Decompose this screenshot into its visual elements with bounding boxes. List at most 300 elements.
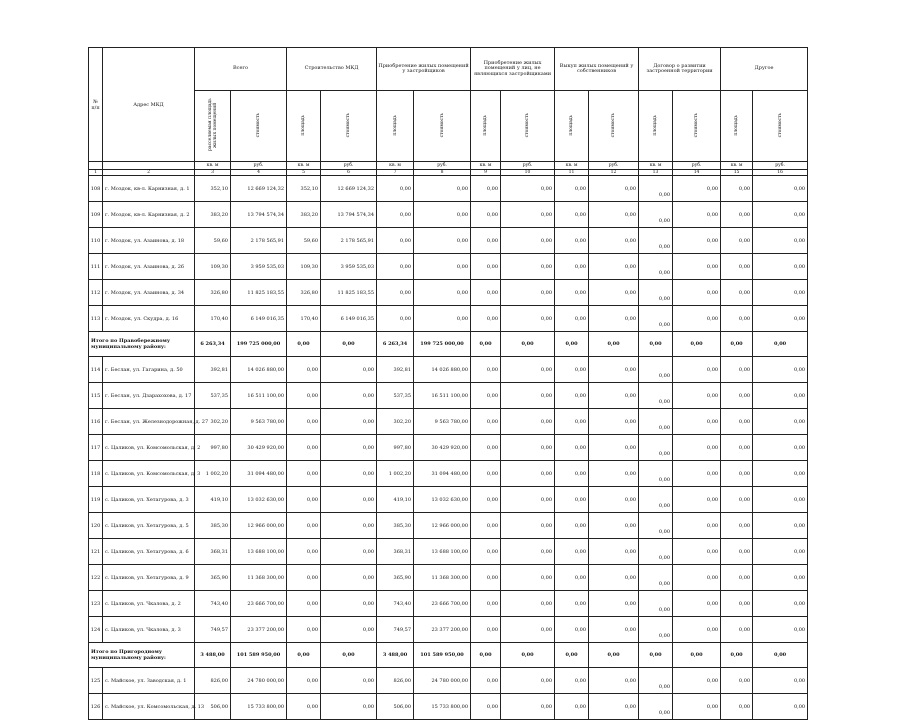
row-number: 119: [89, 487, 103, 513]
cell-value: 826,00: [377, 668, 414, 694]
cell-value: 0,00: [555, 280, 589, 306]
cell-value: 0,00: [501, 176, 555, 202]
cell-value: 0,00: [589, 617, 639, 643]
cell-value: 0,00: [287, 643, 321, 668]
cell-value: 6 263,34: [377, 332, 414, 357]
cell-value: 199 725 000,00: [231, 332, 287, 357]
cell-value: 0,00: [501, 254, 555, 280]
cell-value: 0,00: [555, 357, 589, 383]
cell-value: 0,00: [287, 694, 321, 720]
cell-value: 0,00: [639, 668, 673, 694]
row-address: с. Цаликов, ул. Комсомольская, д. 2: [103, 435, 195, 461]
cell-value: 0,00: [287, 332, 321, 357]
cell-value: 0,00: [589, 228, 639, 254]
cell-value: 0,00: [501, 513, 555, 539]
column-number: 8: [414, 170, 471, 176]
cell-value: 0,00: [673, 565, 721, 591]
row-number: 123: [89, 591, 103, 617]
cell-value: 0,00: [555, 591, 589, 617]
cell-value: 0,00: [639, 357, 673, 383]
cell-value: 0,00: [753, 332, 808, 357]
row-address: с. Цаликов, ул. Чкалова, д. 3: [103, 617, 195, 643]
cell-value: 365,90: [377, 565, 414, 591]
cell-value: 0,00: [589, 591, 639, 617]
cell-value: 3 959 535,03: [321, 254, 377, 280]
row-address: г. Беслан, ул. Гагарина, д. 50: [103, 357, 195, 383]
cell-value: 385,30: [377, 513, 414, 539]
cell-value: 0,00: [639, 332, 673, 357]
cell-value: 23 377 200,00: [414, 617, 471, 643]
cell-value: 2 178 565,91: [321, 228, 377, 254]
cell-value: 0,00: [673, 591, 721, 617]
cell-value: 0,00: [287, 435, 321, 461]
cell-value: 0,00: [287, 383, 321, 409]
row-address: с. Цаликов, ул. Хетагурова, д. 6: [103, 539, 195, 565]
cell-value: 0,00: [589, 306, 639, 332]
cell-value: 0,00: [639, 228, 673, 254]
subheader-area: площадь: [471, 91, 501, 162]
cell-value: 0,00: [321, 617, 377, 643]
cell-value: 0,00: [753, 617, 808, 643]
row-number: 125: [89, 668, 103, 694]
cell-value: 0,00: [471, 591, 501, 617]
cell-value: 392,81: [195, 357, 231, 383]
cell-value: 170,40: [195, 306, 231, 332]
cell-value: 0,00: [721, 306, 753, 332]
cell-value: 0,00: [471, 357, 501, 383]
cell-value: 0,00: [471, 383, 501, 409]
table-row: [89, 617, 808, 643]
cell-value: 30 429 920,00: [231, 435, 287, 461]
cell-value: 0,00: [501, 668, 555, 694]
column-number: 2: [103, 170, 195, 176]
table-row: [89, 228, 808, 254]
cell-value: 0,00: [321, 409, 377, 435]
cell-value: 2 178 565,91: [231, 228, 287, 254]
cell-value: 23 666 700,00: [414, 591, 471, 617]
row-address: с. Цаликов, ул. Хетагурова, д. 3: [103, 487, 195, 513]
header-num: № п/п: [89, 48, 103, 162]
unit-cost: руб.: [321, 162, 377, 170]
cell-value: 1 002,20: [195, 461, 231, 487]
cell-value: 0,00: [753, 591, 808, 617]
cell-value: 0,00: [639, 565, 673, 591]
cell-value: 0,00: [589, 383, 639, 409]
cell-value: 0,00: [753, 668, 808, 694]
cell-value: 0,00: [471, 643, 501, 668]
cell-value: 326,80: [195, 280, 231, 306]
cell-value: 0,00: [471, 487, 501, 513]
column-number: 4: [231, 170, 287, 176]
row-number: 126: [89, 694, 103, 720]
cell-value: 0,00: [639, 694, 673, 720]
cell-value: 0,00: [471, 280, 501, 306]
row-address: с. Цаликов, ул. Хетагурова, д. 9: [103, 565, 195, 591]
total-row: [89, 643, 808, 668]
cell-value: 326,80: [287, 280, 321, 306]
cell-value: 13 794 574,34: [231, 202, 287, 228]
header-group-other: Другое: [721, 48, 808, 91]
cell-value: 0,00: [555, 539, 589, 565]
cell-value: 12 669 124,32: [321, 176, 377, 202]
cell-value: 0,00: [501, 539, 555, 565]
cell-value: 0,00: [639, 643, 673, 668]
cell-value: 0,00: [753, 254, 808, 280]
row-address: с. Цаликов, ул. Хетагурова, д. 5: [103, 513, 195, 539]
cell-value: 826,00: [195, 668, 231, 694]
cell-value: 0,00: [673, 617, 721, 643]
cell-value: 12 966 000,00: [231, 513, 287, 539]
unit-area: кв. м: [195, 162, 231, 170]
cell-value: 0,00: [589, 694, 639, 720]
cell-value: 0,00: [555, 461, 589, 487]
cell-value: 199 725 000,00: [414, 332, 471, 357]
cell-value: 0,00: [589, 176, 639, 202]
cell-value: 0,00: [589, 513, 639, 539]
units-row: [89, 162, 808, 170]
cell-value: 0,00: [287, 461, 321, 487]
cell-value: 0,00: [673, 332, 721, 357]
column-number: 3: [195, 170, 231, 176]
table-row: [89, 435, 808, 461]
table-row: [89, 409, 808, 435]
cell-value: 15 733 800,00: [414, 694, 471, 720]
cell-value: 15 733 800,00: [231, 694, 287, 720]
cell-value: 0,00: [471, 565, 501, 591]
header-group-construction: Строительство МКД: [287, 48, 377, 91]
row-number: 117: [89, 435, 103, 461]
column-number: 13: [639, 170, 673, 176]
cell-value: 0,00: [753, 487, 808, 513]
cell-value: 506,00: [377, 694, 414, 720]
column-number: 12: [589, 170, 639, 176]
table-row: [89, 254, 808, 280]
cell-value: 0,00: [321, 539, 377, 565]
cell-value: 0,00: [673, 357, 721, 383]
cell-value: 0,00: [639, 461, 673, 487]
cell-value: 0,00: [639, 202, 673, 228]
row-number: 114: [89, 357, 103, 383]
cell-value: 0,00: [377, 254, 414, 280]
cell-value: 0,00: [414, 254, 471, 280]
cell-value: 0,00: [721, 513, 753, 539]
subheader-cost: стоимость: [414, 91, 471, 162]
cell-value: 13 794 574,34: [321, 202, 377, 228]
cell-value: 11 368 300,00: [414, 565, 471, 591]
cell-value: 383,20: [195, 202, 231, 228]
cell-value: 0,00: [287, 591, 321, 617]
cell-value: 749,57: [377, 617, 414, 643]
cell-value: 0,00: [639, 306, 673, 332]
cell-value: 30 429 920,00: [414, 435, 471, 461]
cell-value: 0,00: [471, 668, 501, 694]
cell-value: 0,00: [555, 254, 589, 280]
row-address: с. Цаликов, ул. Комсомольская, д. 3: [103, 461, 195, 487]
cell-value: 0,00: [753, 176, 808, 202]
cell-value: 0,00: [501, 409, 555, 435]
cell-value: 0,00: [721, 357, 753, 383]
unit-area: кв. м: [287, 162, 321, 170]
row-number: 124: [89, 617, 103, 643]
cell-value: 0,00: [753, 228, 808, 254]
column-number: 7: [377, 170, 414, 176]
cell-value: 383,20: [287, 202, 321, 228]
column-number: 10: [501, 170, 555, 176]
cell-value: 0,00: [501, 383, 555, 409]
subheader-cost: стоимость: [501, 91, 555, 162]
cell-value: 0,00: [721, 280, 753, 306]
cell-value: 0,00: [753, 357, 808, 383]
subheader-cost: стоимость: [753, 91, 808, 162]
cell-value: 0,00: [501, 228, 555, 254]
cell-value: 0,00: [414, 280, 471, 306]
cell-value: 0,00: [287, 565, 321, 591]
cell-value: 1 002,20: [377, 461, 414, 487]
cell-value: 0,00: [471, 332, 501, 357]
subheader-cost: стоимость: [231, 91, 287, 162]
subheader-area: площадь: [377, 91, 414, 162]
cell-value: 0,00: [287, 617, 321, 643]
row-number: 110: [89, 228, 103, 254]
cell-value: 0,00: [639, 513, 673, 539]
cell-value: 0,00: [555, 487, 589, 513]
cell-value: 743,40: [195, 591, 231, 617]
cell-value: 0,00: [721, 228, 753, 254]
cell-value: 0,00: [721, 461, 753, 487]
cell-value: 0,00: [589, 332, 639, 357]
cell-value: 0,00: [753, 280, 808, 306]
cell-value: 0,00: [673, 383, 721, 409]
cell-value: 0,00: [501, 487, 555, 513]
cell-value: 12 669 124,32: [231, 176, 287, 202]
cell-value: 0,00: [377, 176, 414, 202]
cell-value: 0,00: [321, 591, 377, 617]
cell-value: 13 032 630,00: [414, 487, 471, 513]
unit-area: кв. м: [721, 162, 753, 170]
row-address: г. Моздок, ул. Азаинова, д. 26: [103, 254, 195, 280]
cell-value: 24 780 000,00: [231, 668, 287, 694]
cell-value: 0,00: [555, 176, 589, 202]
cell-value: 13 688 100,00: [231, 539, 287, 565]
cell-value: 0,00: [589, 357, 639, 383]
cell-value: 0,00: [555, 435, 589, 461]
cell-value: 0,00: [555, 565, 589, 591]
cell-value: 0,00: [321, 461, 377, 487]
column-number: 9: [471, 170, 501, 176]
cell-value: 0,00: [721, 409, 753, 435]
header-group-territory: Договор о развитии застроенной территории: [639, 48, 721, 91]
cell-value: 0,00: [673, 306, 721, 332]
cell-value: 0,00: [555, 383, 589, 409]
column-number: 14: [673, 170, 721, 176]
cell-value: 0,00: [287, 357, 321, 383]
cell-value: 0,00: [721, 202, 753, 228]
cell-value: 0,00: [287, 668, 321, 694]
cell-value: 0,00: [721, 539, 753, 565]
cell-value: 0,00: [471, 513, 501, 539]
cell-value: 537,35: [195, 383, 231, 409]
cell-value: 385,30: [195, 513, 231, 539]
cell-value: 0,00: [721, 591, 753, 617]
table-row: [89, 357, 808, 383]
cell-value: 0,00: [589, 643, 639, 668]
cell-value: 0,00: [471, 461, 501, 487]
cell-value: 0,00: [589, 539, 639, 565]
column-number: 6: [321, 170, 377, 176]
cell-value: 365,90: [195, 565, 231, 591]
cell-value: 16 511 100,00: [231, 383, 287, 409]
cell-value: 0,00: [555, 409, 589, 435]
cell-value: 0,00: [471, 228, 501, 254]
header-address: Адрес МКД: [103, 48, 195, 162]
cell-value: 3 959 535,03: [231, 254, 287, 280]
cell-value: 368,31: [195, 539, 231, 565]
subheader-resettled-area: расселяемая площадь жилых помещений: [195, 91, 231, 162]
cell-value: 101 589 950,00: [414, 643, 471, 668]
cell-value: 419,10: [377, 487, 414, 513]
cell-value: 9 563 780,00: [414, 409, 471, 435]
column-number: 5: [287, 170, 321, 176]
cell-value: 0,00: [471, 202, 501, 228]
cell-value: 0,00: [673, 435, 721, 461]
cell-value: 0,00: [321, 435, 377, 461]
row-number: 116: [89, 409, 103, 435]
row-address: г. Беслан, ул. Дзарахохова, д. 17: [103, 383, 195, 409]
cell-value: 0,00: [673, 694, 721, 720]
row-number: 109: [89, 202, 103, 228]
cell-value: 0,00: [501, 435, 555, 461]
cell-value: 0,00: [753, 435, 808, 461]
cell-value: 23 666 700,00: [231, 591, 287, 617]
cell-value: 0,00: [501, 565, 555, 591]
cell-value: 0,00: [753, 383, 808, 409]
cell-value: 0,00: [639, 176, 673, 202]
cell-value: 352,10: [287, 176, 321, 202]
cell-value: 0,00: [673, 461, 721, 487]
cell-value: 0,00: [639, 409, 673, 435]
cell-value: 0,00: [555, 643, 589, 668]
cell-value: 0,00: [639, 539, 673, 565]
cell-value: 0,00: [414, 176, 471, 202]
cell-value: 368,31: [377, 539, 414, 565]
cell-value: 0,00: [287, 513, 321, 539]
cell-value: 0,00: [673, 202, 721, 228]
cell-value: 109,30: [287, 254, 321, 280]
subheader-area: площадь: [639, 91, 673, 162]
cell-value: 0,00: [377, 306, 414, 332]
cell-value: 0,00: [721, 668, 753, 694]
cell-value: 0,00: [639, 254, 673, 280]
cell-value: 0,00: [321, 487, 377, 513]
row-number: 121: [89, 539, 103, 565]
cell-value: 0,00: [377, 202, 414, 228]
unit-area: кв. м: [377, 162, 414, 170]
table-row: [89, 565, 808, 591]
cell-value: 506,00: [195, 694, 231, 720]
cell-value: 0,00: [673, 409, 721, 435]
cell-value: 302,20: [377, 409, 414, 435]
cell-value: 0,00: [721, 617, 753, 643]
cell-value: 0,00: [501, 643, 555, 668]
cell-value: 0,00: [721, 487, 753, 513]
cell-value: 0,00: [321, 643, 377, 668]
cell-value: 0,00: [555, 228, 589, 254]
column-number: 11: [555, 170, 589, 176]
cell-value: 0,00: [589, 254, 639, 280]
cell-value: 0,00: [639, 383, 673, 409]
cell-value: 0,00: [753, 461, 808, 487]
row-address: г. Беслан, ул. Железнодорожная, д. 27: [103, 409, 195, 435]
cell-value: 0,00: [287, 539, 321, 565]
cell-value: 0,00: [589, 461, 639, 487]
cell-value: 6 263,34: [195, 332, 231, 357]
cell-value: 0,00: [501, 617, 555, 643]
cell-value: 13 032 630,00: [231, 487, 287, 513]
row-address: г. Моздок, кв-л. Карнизная, д. 2: [103, 202, 195, 228]
cell-value: 0,00: [721, 643, 753, 668]
cell-value: 0,00: [589, 565, 639, 591]
document-sheet: [88, 47, 807, 720]
cell-value: 13 688 100,00: [414, 539, 471, 565]
cell-value: 14 026 880,00: [414, 357, 471, 383]
cell-value: 0,00: [501, 357, 555, 383]
cell-value: 0,00: [377, 280, 414, 306]
cell-value: 0,00: [673, 228, 721, 254]
header-group-buyout: Выкуп жилых помещений у собственников: [555, 48, 639, 91]
table-row: [89, 694, 808, 720]
cell-value: 0,00: [673, 539, 721, 565]
unit-cost: руб.: [673, 162, 721, 170]
cell-value: 0,00: [501, 280, 555, 306]
cell-value: 0,00: [471, 254, 501, 280]
table-row: [89, 487, 808, 513]
header-group-total: Всего: [195, 48, 287, 91]
cell-value: 0,00: [673, 668, 721, 694]
cell-value: 0,00: [639, 487, 673, 513]
subheader-area: площадь: [721, 91, 753, 162]
cell-value: 0,00: [555, 332, 589, 357]
cell-value: 0,00: [287, 409, 321, 435]
cell-value: 0,00: [287, 487, 321, 513]
row-address: с. Цаликов, ул. Чкалова, д. 2: [103, 591, 195, 617]
cell-value: 11 368 300,00: [231, 565, 287, 591]
cell-value: 0,00: [589, 435, 639, 461]
cell-value: 419,10: [195, 487, 231, 513]
cell-value: 392,81: [377, 357, 414, 383]
cell-value: 14 026 880,00: [231, 357, 287, 383]
row-number: 108: [89, 176, 103, 202]
unit-cost: руб.: [501, 162, 555, 170]
table-row: [89, 306, 808, 332]
row-number: 115: [89, 383, 103, 409]
cell-value: 997,80: [377, 435, 414, 461]
cell-value: 0,00: [721, 565, 753, 591]
cell-value: 0,00: [501, 591, 555, 617]
table-row: [89, 176, 808, 202]
cell-value: 0,00: [321, 383, 377, 409]
cell-value: 0,00: [414, 306, 471, 332]
cell-value: 0,00: [673, 254, 721, 280]
cell-value: 0,00: [501, 461, 555, 487]
cell-value: 3 488,00: [195, 643, 231, 668]
cell-value: 0,00: [589, 202, 639, 228]
cell-value: 0,00: [414, 228, 471, 254]
cell-value: 0,00: [589, 487, 639, 513]
subheader-area: площадь: [287, 91, 321, 162]
cell-value: 59,60: [195, 228, 231, 254]
cell-value: 11 825 183,55: [321, 280, 377, 306]
cell-value: 0,00: [321, 668, 377, 694]
